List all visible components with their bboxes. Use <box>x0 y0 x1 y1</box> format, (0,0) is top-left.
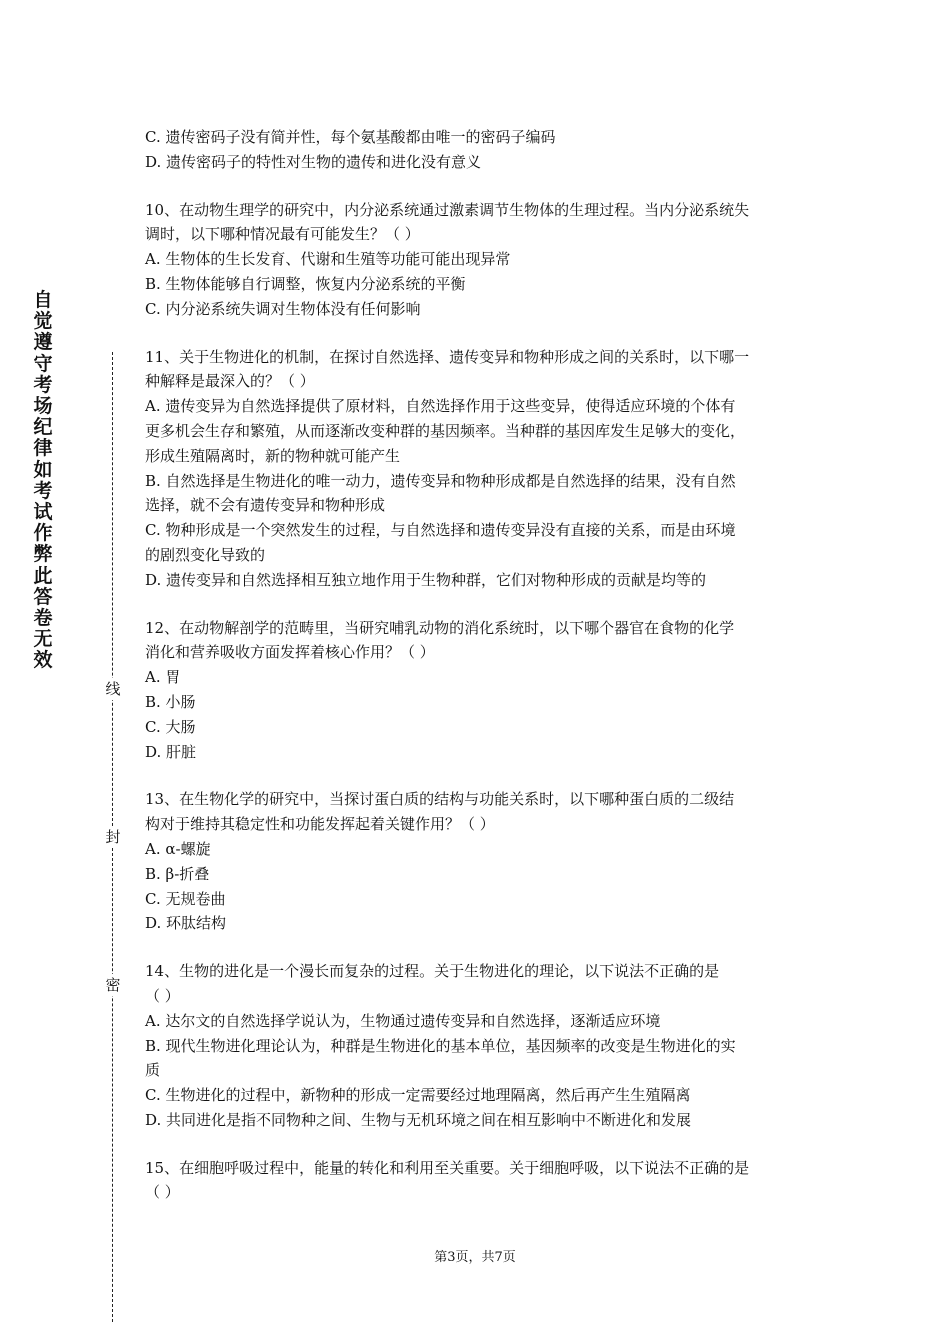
option-c: C. 内分泌系统失调对生物体没有任何影响 <box>145 299 421 318</box>
option-d: D. 环肽结构 <box>145 914 227 933</box>
question-15 <box>145 1156 810 1206</box>
question-13 <box>145 787 810 936</box>
option-b: B. 现代生物进化理论认为，种群是生物进化的基本单位，基因频率的改变是生物进化的实 <box>145 1036 736 1055</box>
option-d: D. 遗传密码子的特性对生物的遗传和进化没有意义 <box>145 152 482 171</box>
question-stem: 12、在动物解剖学的范畴里，当研究哺乳动物的消化系统时，以下哪个器官在食物的化学 <box>145 618 735 637</box>
option-b: 质 <box>145 1061 161 1080</box>
option-b: 选择，就不会有遗传变异和物种形成 <box>145 496 386 515</box>
question-11 <box>145 345 810 593</box>
option-b: B. 自然选择是生物进化的唯一动力，遗传变异和物种形成都是自然选择的结果，没有自然 <box>145 471 736 490</box>
option-c: C. 物种形成是一个突然发生的过程，与自然选择和遗传变异没有直接的关系，而是由环境 <box>145 521 736 540</box>
question-stem: 种解释是最深入的？（ ） <box>145 372 315 391</box>
question-stem: （ ） <box>145 986 180 1005</box>
option-c: C. 无规卷曲 <box>145 889 226 908</box>
option-b: B. 小肠 <box>145 692 196 711</box>
option-c: C. 生物进化的过程中，新物种的形成一定需要经过地理隔离，然后再产生生殖隔离 <box>145 1086 691 1105</box>
option-c: C. 遗传密码子没有简并性，每个氨基酸都由唯一的密码子编码 <box>145 128 556 146</box>
question-stem: 13、在生物化学的研究中，当探讨蛋白质的结构与功能关系时，以下哪种蛋白质的二级结 <box>145 790 735 809</box>
question-stem: 14、生物的进化是一个漫长而复杂的过程。关于生物进化的理论，以下说法不正确的是 <box>145 962 720 981</box>
exam-discipline-notice: 自觉遵守考场纪律如考试作弊此答卷无效 <box>33 289 53 672</box>
option-a: A. 胃 <box>145 668 181 687</box>
question-stem: 15、在细胞呼吸过程中，能量的转化和利用至关重要。关于细胞呼吸，以下说法不正确的是 <box>145 1158 750 1177</box>
question-stem: 消化和营养吸收方面发挥着核心作用？（ ） <box>145 643 435 662</box>
exam-content <box>145 125 810 1205</box>
option-d: D. 肝脏 <box>145 742 197 761</box>
option-a: 更多机会生存和繁殖，从而逐渐改变种群的基因频率。当种群的基因库发生足够大的变化， <box>145 421 746 440</box>
option-d: D. 遗传变异和自然选择相互独立地作用于生物种群，它们对物种形成的贡献是均等的 <box>145 570 707 589</box>
option-c: C. 大肠 <box>145 717 196 736</box>
page-number: 第3页，共7页 <box>434 1250 516 1265</box>
question-stem: 10、在动物生理学的研究中，内分泌系统通过激素调节生物体的生理过程。当内分泌系统失 <box>145 200 750 219</box>
question-10 <box>145 198 810 322</box>
binding-mark-secret: 密 <box>105 976 121 994</box>
option-c: 的剧烈变化导致的 <box>145 545 266 564</box>
question-stem: 构对于维持其稳定性和功能发挥起着关键作用？（ ） <box>145 815 495 834</box>
option-a: A. α-螺旋 <box>145 839 211 858</box>
question-stem: 11、关于生物进化的机制，在探讨自然选择、遗传变异和物种形成之间的关系时，以下哪一 <box>145 347 750 366</box>
option-d: D. 共同进化是指不同物种之间、生物与无机环境之间在相互影响中不断进化和发展 <box>145 1110 692 1129</box>
option-b: B. β-折叠 <box>145 864 210 883</box>
binding-mark-line: 线 <box>105 680 121 698</box>
question-9-tail <box>145 125 810 175</box>
question-stem: （ ） <box>145 1183 180 1202</box>
option-a: A. 遗传变异为自然选择提供了原材料，自然选择作用于这些变异，使得适应环境的个体有 <box>145 397 736 416</box>
binding-mark-seal: 封 <box>105 828 121 846</box>
question-12 <box>145 616 810 765</box>
option-a: A. 达尔文的自然选择学说认为，生物通过遗传变异和自然选择，逐渐适应环境 <box>145 1011 661 1030</box>
option-b: B. 生物体能够自行调整，恢复内分泌系统的平衡 <box>145 274 466 293</box>
option-a: 形成生殖隔离时，新的物种就可能产生 <box>145 446 401 465</box>
question-stem: 调时，以下哪种情况最有可能发生？（ ） <box>145 225 420 244</box>
option-a: A. 生物体的生长发育、代谢和生殖等功能可能出现异常 <box>145 250 511 269</box>
question-14 <box>145 959 810 1133</box>
